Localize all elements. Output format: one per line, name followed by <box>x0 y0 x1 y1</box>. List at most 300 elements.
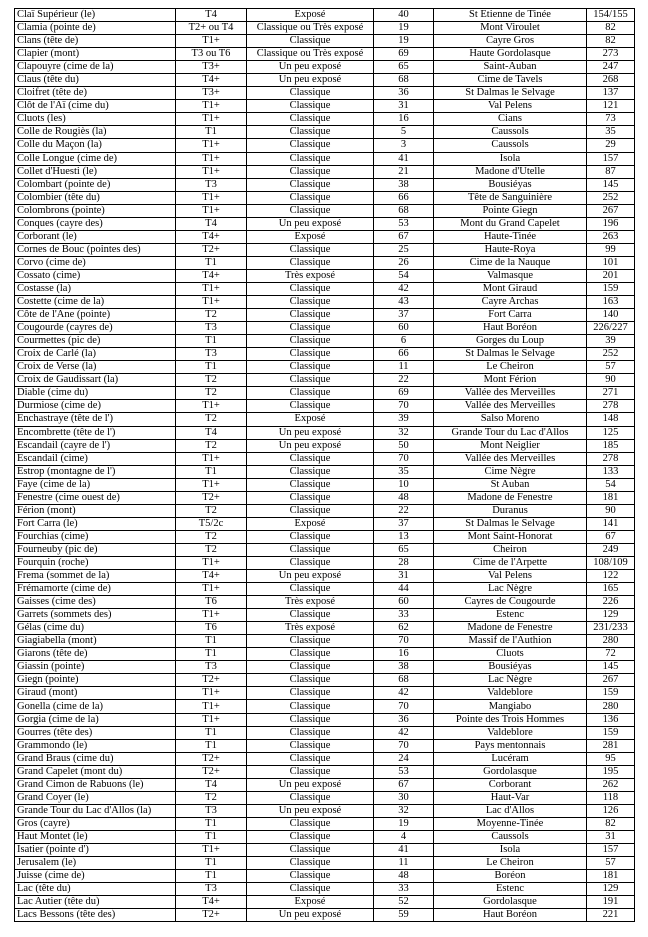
table-row <box>15 413 635 426</box>
exposure-cell: Classique <box>247 648 374 661</box>
area-cell: Pointe Giegn <box>434 204 587 217</box>
exposure-cell: Classique <box>247 530 374 543</box>
area-cell: St Dalmas le Selvage <box>434 348 587 361</box>
summit-name-cell: Grande Tour du Lac d'Allos (la) <box>15 804 176 817</box>
difficulty-grade-cell: T6 <box>176 596 247 609</box>
difficulty-grade-cell: T3 <box>176 178 247 191</box>
area-cell: Lac Nègre <box>434 674 587 687</box>
difficulty-grade-cell: T4+ <box>176 570 247 583</box>
difficulty-grade-cell: T1 <box>176 256 247 269</box>
route-number-cell: 52 <box>374 896 434 909</box>
area-cell: Haut-Var <box>434 791 587 804</box>
difficulty-grade-cell: T1+ <box>176 35 247 48</box>
area-cell: Cayre Archas <box>434 296 587 309</box>
difficulty-grade-cell: T2+ <box>176 674 247 687</box>
route-number-cell: 4 <box>374 830 434 843</box>
area-cell: Vallée des Merveilles <box>434 387 587 400</box>
summit-name-cell: Costette (cime de la) <box>15 296 176 309</box>
area-cell: Duranus <box>434 504 587 517</box>
summit-name-cell: Frémamorte (cime de) <box>15 583 176 596</box>
exposure-cell: Exposé <box>247 896 374 909</box>
area-cell: Haut Boréon <box>434 909 587 922</box>
summit-name-cell: Cossato (cime) <box>15 269 176 282</box>
table-row <box>15 870 635 883</box>
table-row <box>15 361 635 374</box>
exposure-cell: Classique ou Très exposé <box>247 48 374 61</box>
exposure-cell: Classique <box>247 139 374 152</box>
summit-name-cell: Giegn (pointe) <box>15 674 176 687</box>
page-number-cell: 99 <box>587 243 635 256</box>
exposure-cell: Classique <box>247 335 374 348</box>
area-cell: Caussols <box>434 126 587 139</box>
table-row <box>15 622 635 635</box>
page-number-cell: 262 <box>587 778 635 791</box>
route-number-cell: 5 <box>374 126 434 139</box>
exposure-cell: Exposé <box>247 517 374 530</box>
area-cell: St Dalmas le Selvage <box>434 517 587 530</box>
route-number-cell: 70 <box>374 700 434 713</box>
table-row <box>15 674 635 687</box>
table-row <box>15 844 635 857</box>
table-row <box>15 556 635 569</box>
summit-name-cell: Diable (cime du) <box>15 387 176 400</box>
summit-name-cell: Faye (cime de la) <box>15 478 176 491</box>
summit-name-cell: Escandail (cayre de l') <box>15 439 176 452</box>
area-cell: Madone de Fenestre <box>434 622 587 635</box>
page-number-cell: 163 <box>587 296 635 309</box>
page-number-cell: 195 <box>587 765 635 778</box>
difficulty-grade-cell: T1+ <box>176 478 247 491</box>
summit-name-cell: Fourneuby (pic de) <box>15 543 176 556</box>
difficulty-grade-cell: T1+ <box>176 700 247 713</box>
page-number-cell: 157 <box>587 152 635 165</box>
route-number-cell: 11 <box>374 857 434 870</box>
page-number-cell: 231/233 <box>587 622 635 635</box>
difficulty-grade-cell: T1 <box>176 335 247 348</box>
area-cell: Cime de Tavels <box>434 74 587 87</box>
table-row <box>15 687 635 700</box>
area-cell: Vallée des Merveilles <box>434 400 587 413</box>
summit-name-cell: Clamia (pointe de) <box>15 22 176 35</box>
difficulty-grade-cell: T4 <box>176 217 247 230</box>
summit-name-cell: Clôt de l'Aï (cime du) <box>15 100 176 113</box>
difficulty-grade-cell: T1+ <box>176 296 247 309</box>
page-number-cell: 82 <box>587 22 635 35</box>
summit-name-cell: Giassin (pointe) <box>15 661 176 674</box>
summit-name-cell: Durmiose (cime de) <box>15 400 176 413</box>
summit-name-cell: Grand Capelet (mont du) <box>15 765 176 778</box>
difficulty-grade-cell: T4 <box>176 778 247 791</box>
difficulty-grade-cell: T6 <box>176 622 247 635</box>
route-number-cell: 31 <box>374 570 434 583</box>
exposure-cell: Classique <box>247 491 374 504</box>
summit-name-cell: Corborant (le) <box>15 230 176 243</box>
table-row <box>15 713 635 726</box>
summit-name-cell: Isatier (pointe d') <box>15 844 176 857</box>
exposure-cell: Classique <box>247 883 374 896</box>
table-row <box>15 517 635 530</box>
page-number-cell: 181 <box>587 870 635 883</box>
area-cell: Valdeblore <box>434 726 587 739</box>
route-number-cell: 69 <box>374 48 434 61</box>
page-number-cell: 141 <box>587 517 635 530</box>
route-number-cell: 26 <box>374 256 434 269</box>
route-number-cell: 39 <box>374 413 434 426</box>
table-row <box>15 348 635 361</box>
summit-name-cell: Cougourde (cayres de) <box>15 322 176 335</box>
summit-name-cell: Gourres (tête des) <box>15 726 176 739</box>
area-cell: Isola <box>434 844 587 857</box>
route-number-cell: 68 <box>374 74 434 87</box>
route-number-cell: 22 <box>374 374 434 387</box>
table-row <box>15 74 635 87</box>
route-number-cell: 54 <box>374 269 434 282</box>
table-row <box>15 883 635 896</box>
difficulty-grade-cell: T3+ <box>176 87 247 100</box>
route-number-cell: 30 <box>374 791 434 804</box>
difficulty-grade-cell: T1 <box>176 635 247 648</box>
difficulty-grade-cell: T2 <box>176 504 247 517</box>
difficulty-grade-cell: T1 <box>176 361 247 374</box>
area-cell: Madone d'Utelle <box>434 165 587 178</box>
page-number-cell: 121 <box>587 100 635 113</box>
difficulty-grade-cell: T1+ <box>176 452 247 465</box>
page-number-cell: 267 <box>587 674 635 687</box>
area-cell: Val Pelens <box>434 570 587 583</box>
area-cell: Lac Nègre <box>434 583 587 596</box>
area-cell: Mont Neiglier <box>434 439 587 452</box>
page-number-cell: 247 <box>587 61 635 74</box>
table-row <box>15 256 635 269</box>
exposure-cell: Classique <box>247 452 374 465</box>
page-number-cell: 35 <box>587 126 635 139</box>
area-cell: Moyenne-Tinée <box>434 817 587 830</box>
difficulty-grade-cell: T1 <box>176 126 247 139</box>
summit-name-cell: Claus (tête du) <box>15 74 176 87</box>
table-row <box>15 896 635 909</box>
summit-name-cell: Clapier (mont) <box>15 48 176 61</box>
page-number-cell: 268 <box>587 74 635 87</box>
summit-name-cell: Giraud (mont) <box>15 687 176 700</box>
summit-name-cell: Colle de Rougiès (la) <box>15 126 176 139</box>
page-number-cell: 263 <box>587 230 635 243</box>
route-number-cell: 44 <box>374 583 434 596</box>
exposure-cell: Classique <box>247 674 374 687</box>
page-number-cell: 122 <box>587 570 635 583</box>
route-number-cell: 60 <box>374 322 434 335</box>
difficulty-grade-cell: T3 <box>176 348 247 361</box>
page-number-cell: 101 <box>587 256 635 269</box>
exposure-cell: Classique <box>247 361 374 374</box>
exposure-cell: Classique ou Très exposé <box>247 22 374 35</box>
area-cell: Haut Boréon <box>434 322 587 335</box>
difficulty-grade-cell: T1+ <box>176 609 247 622</box>
route-number-cell: 11 <box>374 361 434 374</box>
difficulty-grade-cell: T4+ <box>176 74 247 87</box>
difficulty-grade-cell: T1+ <box>176 400 247 413</box>
summit-name-cell: Croix de Gaudissart (la) <box>15 374 176 387</box>
summit-name-cell: Gonella (cime de la) <box>15 700 176 713</box>
table-row <box>15 596 635 609</box>
area-cell: Boréon <box>434 870 587 883</box>
exposure-cell: Classique <box>247 844 374 857</box>
exposure-cell: Classique <box>247 635 374 648</box>
table-row <box>15 857 635 870</box>
difficulty-grade-cell: T1 <box>176 870 247 883</box>
area-cell: Mont Férion <box>434 374 587 387</box>
route-number-cell: 32 <box>374 426 434 439</box>
page-number-cell: 95 <box>587 752 635 765</box>
exposure-cell: Classique <box>247 765 374 778</box>
exposure-cell: Un peu exposé <box>247 61 374 74</box>
route-number-cell: 37 <box>374 309 434 322</box>
table-row <box>15 217 635 230</box>
area-cell: Fort Carra <box>434 309 587 322</box>
route-number-cell: 36 <box>374 713 434 726</box>
summit-name-cell: Frema (sommet de la) <box>15 570 176 583</box>
table-row <box>15 126 635 139</box>
exposure-cell: Classique <box>247 152 374 165</box>
area-cell: St Dalmas le Selvage <box>434 87 587 100</box>
page-number-cell: 54 <box>587 478 635 491</box>
route-number-cell: 42 <box>374 282 434 295</box>
exposure-cell: Très exposé <box>247 269 374 282</box>
summit-name-cell: Colombrons (pointe) <box>15 204 176 217</box>
exposure-cell: Classique <box>247 739 374 752</box>
summit-name-cell: Colombier (tête du) <box>15 191 176 204</box>
table-row <box>15 296 635 309</box>
table-row <box>15 478 635 491</box>
table-row <box>15 48 635 61</box>
page-number-cell: 278 <box>587 400 635 413</box>
page-number-cell: 31 <box>587 830 635 843</box>
page-number-cell: 125 <box>587 426 635 439</box>
table-row <box>15 139 635 152</box>
page-number-cell: 118 <box>587 791 635 804</box>
page-number-cell: 281 <box>587 739 635 752</box>
table-row <box>15 22 635 35</box>
route-number-cell: 62 <box>374 622 434 635</box>
page-number-cell: 73 <box>587 113 635 126</box>
table-row <box>15 191 635 204</box>
exposure-cell: Classique <box>247 465 374 478</box>
route-number-cell: 68 <box>374 674 434 687</box>
table-row <box>15 491 635 504</box>
difficulty-grade-cell: T1 <box>176 817 247 830</box>
exposure-cell: Classique <box>247 817 374 830</box>
exposure-cell: Classique <box>247 543 374 556</box>
area-cell: Haute Gordolasque <box>434 48 587 61</box>
route-number-cell: 70 <box>374 739 434 752</box>
table-row <box>15 269 635 282</box>
area-cell: Tête de Sanguinière <box>434 191 587 204</box>
exposure-cell: Classique <box>247 204 374 217</box>
area-cell: Lac d'Allos <box>434 804 587 817</box>
difficulty-grade-cell: T1+ <box>176 165 247 178</box>
table-row <box>15 152 635 165</box>
route-number-cell: 48 <box>374 491 434 504</box>
table-row <box>15 204 635 217</box>
area-cell: Cheiron <box>434 543 587 556</box>
route-number-cell: 53 <box>374 217 434 230</box>
exposure-cell: Un peu exposé <box>247 804 374 817</box>
area-cell: Gordolasque <box>434 896 587 909</box>
difficulty-grade-cell: T2+ <box>176 765 247 778</box>
page-number-cell: 185 <box>587 439 635 452</box>
table-row <box>15 570 635 583</box>
summit-name-cell: Grand Cimon de Rabuons (le) <box>15 778 176 791</box>
route-number-cell: 42 <box>374 687 434 700</box>
area-cell: Valdeblore <box>434 687 587 700</box>
page-number-cell: 252 <box>587 348 635 361</box>
page-number-cell: 280 <box>587 635 635 648</box>
route-number-cell: 40 <box>374 9 434 22</box>
exposure-cell: Très exposé <box>247 596 374 609</box>
exposure-cell: Classique <box>247 870 374 883</box>
page-number-cell: 226/227 <box>587 322 635 335</box>
page-number-cell: 137 <box>587 87 635 100</box>
exposure-cell: Classique <box>247 791 374 804</box>
difficulty-grade-cell: T2 <box>176 374 247 387</box>
summit-name-cell: Cloifret (tête de) <box>15 87 176 100</box>
exposure-cell: Classique <box>247 752 374 765</box>
difficulty-grade-cell: T1+ <box>176 713 247 726</box>
table-row <box>15 243 635 256</box>
summit-name-cell: Jerusalem (le) <box>15 857 176 870</box>
area-cell: Cayre Gros <box>434 35 587 48</box>
area-cell: Valmasque <box>434 269 587 282</box>
difficulty-grade-cell: T2 <box>176 309 247 322</box>
summit-name-cell: Juisse (cime de) <box>15 870 176 883</box>
exposure-cell: Un peu exposé <box>247 426 374 439</box>
table-row <box>15 452 635 465</box>
page-number-cell: 133 <box>587 465 635 478</box>
table-row <box>15 700 635 713</box>
table-row <box>15 635 635 648</box>
route-number-cell: 43 <box>374 296 434 309</box>
exposure-cell: Un peu exposé <box>247 439 374 452</box>
route-number-cell: 66 <box>374 191 434 204</box>
page-number-cell: 201 <box>587 269 635 282</box>
summit-name-cell: Encombrette (tête de l') <box>15 426 176 439</box>
exposure-cell: Classique <box>247 700 374 713</box>
difficulty-grade-cell: T1+ <box>176 100 247 113</box>
summit-name-cell: Fourchias (cime) <box>15 530 176 543</box>
difficulty-grade-cell: T2 <box>176 413 247 426</box>
difficulty-grade-cell: T3 <box>176 322 247 335</box>
page-number-cell: 278 <box>587 452 635 465</box>
page-number-cell: 159 <box>587 687 635 700</box>
table-row <box>15 400 635 413</box>
summit-name-cell: Gros (cayre) <box>15 817 176 830</box>
route-number-cell: 70 <box>374 400 434 413</box>
summit-name-cell: Costasse (la) <box>15 282 176 295</box>
table-row <box>15 739 635 752</box>
table-row <box>15 9 635 22</box>
route-number-cell: 19 <box>374 22 434 35</box>
difficulty-grade-cell: T3 <box>176 883 247 896</box>
page-number-cell: 90 <box>587 374 635 387</box>
area-cell: Cayres de Cougourde <box>434 596 587 609</box>
exposure-cell: Classique <box>247 387 374 400</box>
area-cell: Cime de l'Arpette <box>434 556 587 569</box>
area-cell: Mont Viroulet <box>434 22 587 35</box>
exposure-cell: Classique <box>247 400 374 413</box>
exposure-cell: Classique <box>247 661 374 674</box>
difficulty-grade-cell: T3+ <box>176 61 247 74</box>
table-row <box>15 387 635 400</box>
route-number-cell: 33 <box>374 883 434 896</box>
page-number-cell: 145 <box>587 661 635 674</box>
exposure-cell: Classique <box>247 322 374 335</box>
page-number-cell: 82 <box>587 817 635 830</box>
exposure-cell: Classique <box>247 35 374 48</box>
difficulty-grade-cell: T4+ <box>176 230 247 243</box>
difficulty-grade-cell: T1 <box>176 726 247 739</box>
difficulty-grade-cell: T1+ <box>176 556 247 569</box>
area-cell: Cime de la Nauque <box>434 256 587 269</box>
exposure-cell: Classique <box>247 243 374 256</box>
route-number-cell: 48 <box>374 870 434 883</box>
area-cell: Corborant <box>434 778 587 791</box>
summit-name-cell: Gorgia (cime de la) <box>15 713 176 726</box>
route-number-cell: 69 <box>374 387 434 400</box>
exposure-cell: Classique <box>247 178 374 191</box>
difficulty-grade-cell: T2 <box>176 387 247 400</box>
page-number-cell: 82 <box>587 35 635 48</box>
route-number-cell: 68 <box>374 204 434 217</box>
route-number-cell: 67 <box>374 778 434 791</box>
route-number-cell: 59 <box>374 909 434 922</box>
route-number-cell: 70 <box>374 635 434 648</box>
table-row <box>15 530 635 543</box>
exposure-cell: Classique <box>247 609 374 622</box>
route-number-cell: 41 <box>374 152 434 165</box>
page-number-cell: 181 <box>587 491 635 504</box>
difficulty-grade-cell: T2+ <box>176 752 247 765</box>
page-number-cell: 157 <box>587 844 635 857</box>
table-row <box>15 465 635 478</box>
area-cell: Bousiéyas <box>434 661 587 674</box>
area-cell: Salso Moreno <box>434 413 587 426</box>
difficulty-grade-cell: T1 <box>176 648 247 661</box>
difficulty-grade-cell: T1+ <box>176 113 247 126</box>
page-number-cell: 221 <box>587 909 635 922</box>
difficulty-grade-cell: T2 <box>176 791 247 804</box>
page-number-cell: 159 <box>587 282 635 295</box>
area-cell: Madone de Fenestre <box>434 491 587 504</box>
difficulty-grade-cell: T2+ ou T4 <box>176 22 247 35</box>
exposure-cell: Classique <box>247 165 374 178</box>
area-cell: Massif de l'Authion <box>434 635 587 648</box>
exposure-cell: Classique <box>247 374 374 387</box>
area-cell: Estenc <box>434 883 587 896</box>
area-cell: Mont Giraud <box>434 282 587 295</box>
summit-table-body <box>15 9 635 922</box>
page-number-cell: 191 <box>587 896 635 909</box>
summit-name-cell: Giarons (tête de) <box>15 648 176 661</box>
table-row <box>15 909 635 922</box>
table-row <box>15 230 635 243</box>
exposure-cell: Un peu exposé <box>247 778 374 791</box>
summit-name-cell: Escandail (cime) <box>15 452 176 465</box>
summit-table <box>14 8 635 922</box>
table-row <box>15 661 635 674</box>
route-number-cell: 16 <box>374 113 434 126</box>
table-row <box>15 439 635 452</box>
difficulty-grade-cell: T4+ <box>176 896 247 909</box>
page-number-cell: 57 <box>587 857 635 870</box>
